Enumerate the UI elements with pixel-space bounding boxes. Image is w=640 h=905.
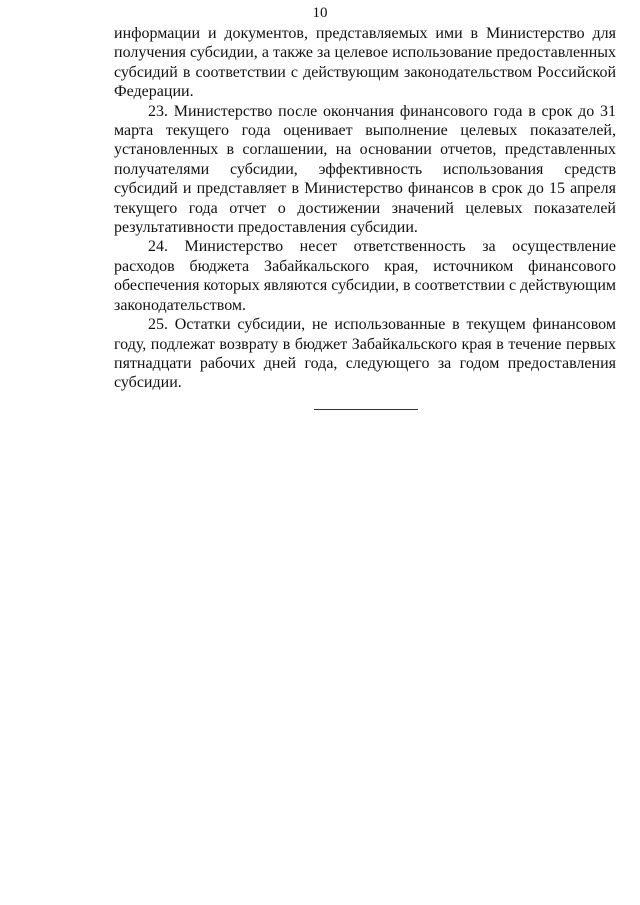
paragraph-item-24: 24. Министерство несет ответственность за осуществление расходов бюджета Забайкальского края, источником финансового обеспечения которых являются субсидии, в соответствии с действующим законодательством.	[114, 238, 616, 314]
end-of-document-line	[314, 409, 418, 410]
document-body	[114, 24, 616, 393]
page-number: 10	[312, 5, 328, 21]
paragraph-item-23: 23. Министерство после окончания финансового года в срок до 31 марта текущего года оценивает выполнение целевых показателей, установленных в соглашении, на основании отчетов, представленных получателями субсидии, эффективность использования средств субсидий и представляет в Министерство финансов в срок до 15 апреля текущего года отчет о достижении значений целевых показателей результативности предоставления субсидии.	[114, 102, 616, 237]
paragraph-item-25: 25. Остатки субсидии, не использованные в текущем финансовом году, подлежат возврату в бюджет Забайкальского края в течение первых пятнадцати рабочих дней года, следующего за годом предоставления субсидии.	[114, 316, 616, 392]
paragraph-continuation: информации и документов, представляемых ими в Министерство для получения субсидии, а также за целевое использование предоставленных субсидий в соответствии с действующим законодательством Российской Федерации.	[114, 25, 616, 101]
